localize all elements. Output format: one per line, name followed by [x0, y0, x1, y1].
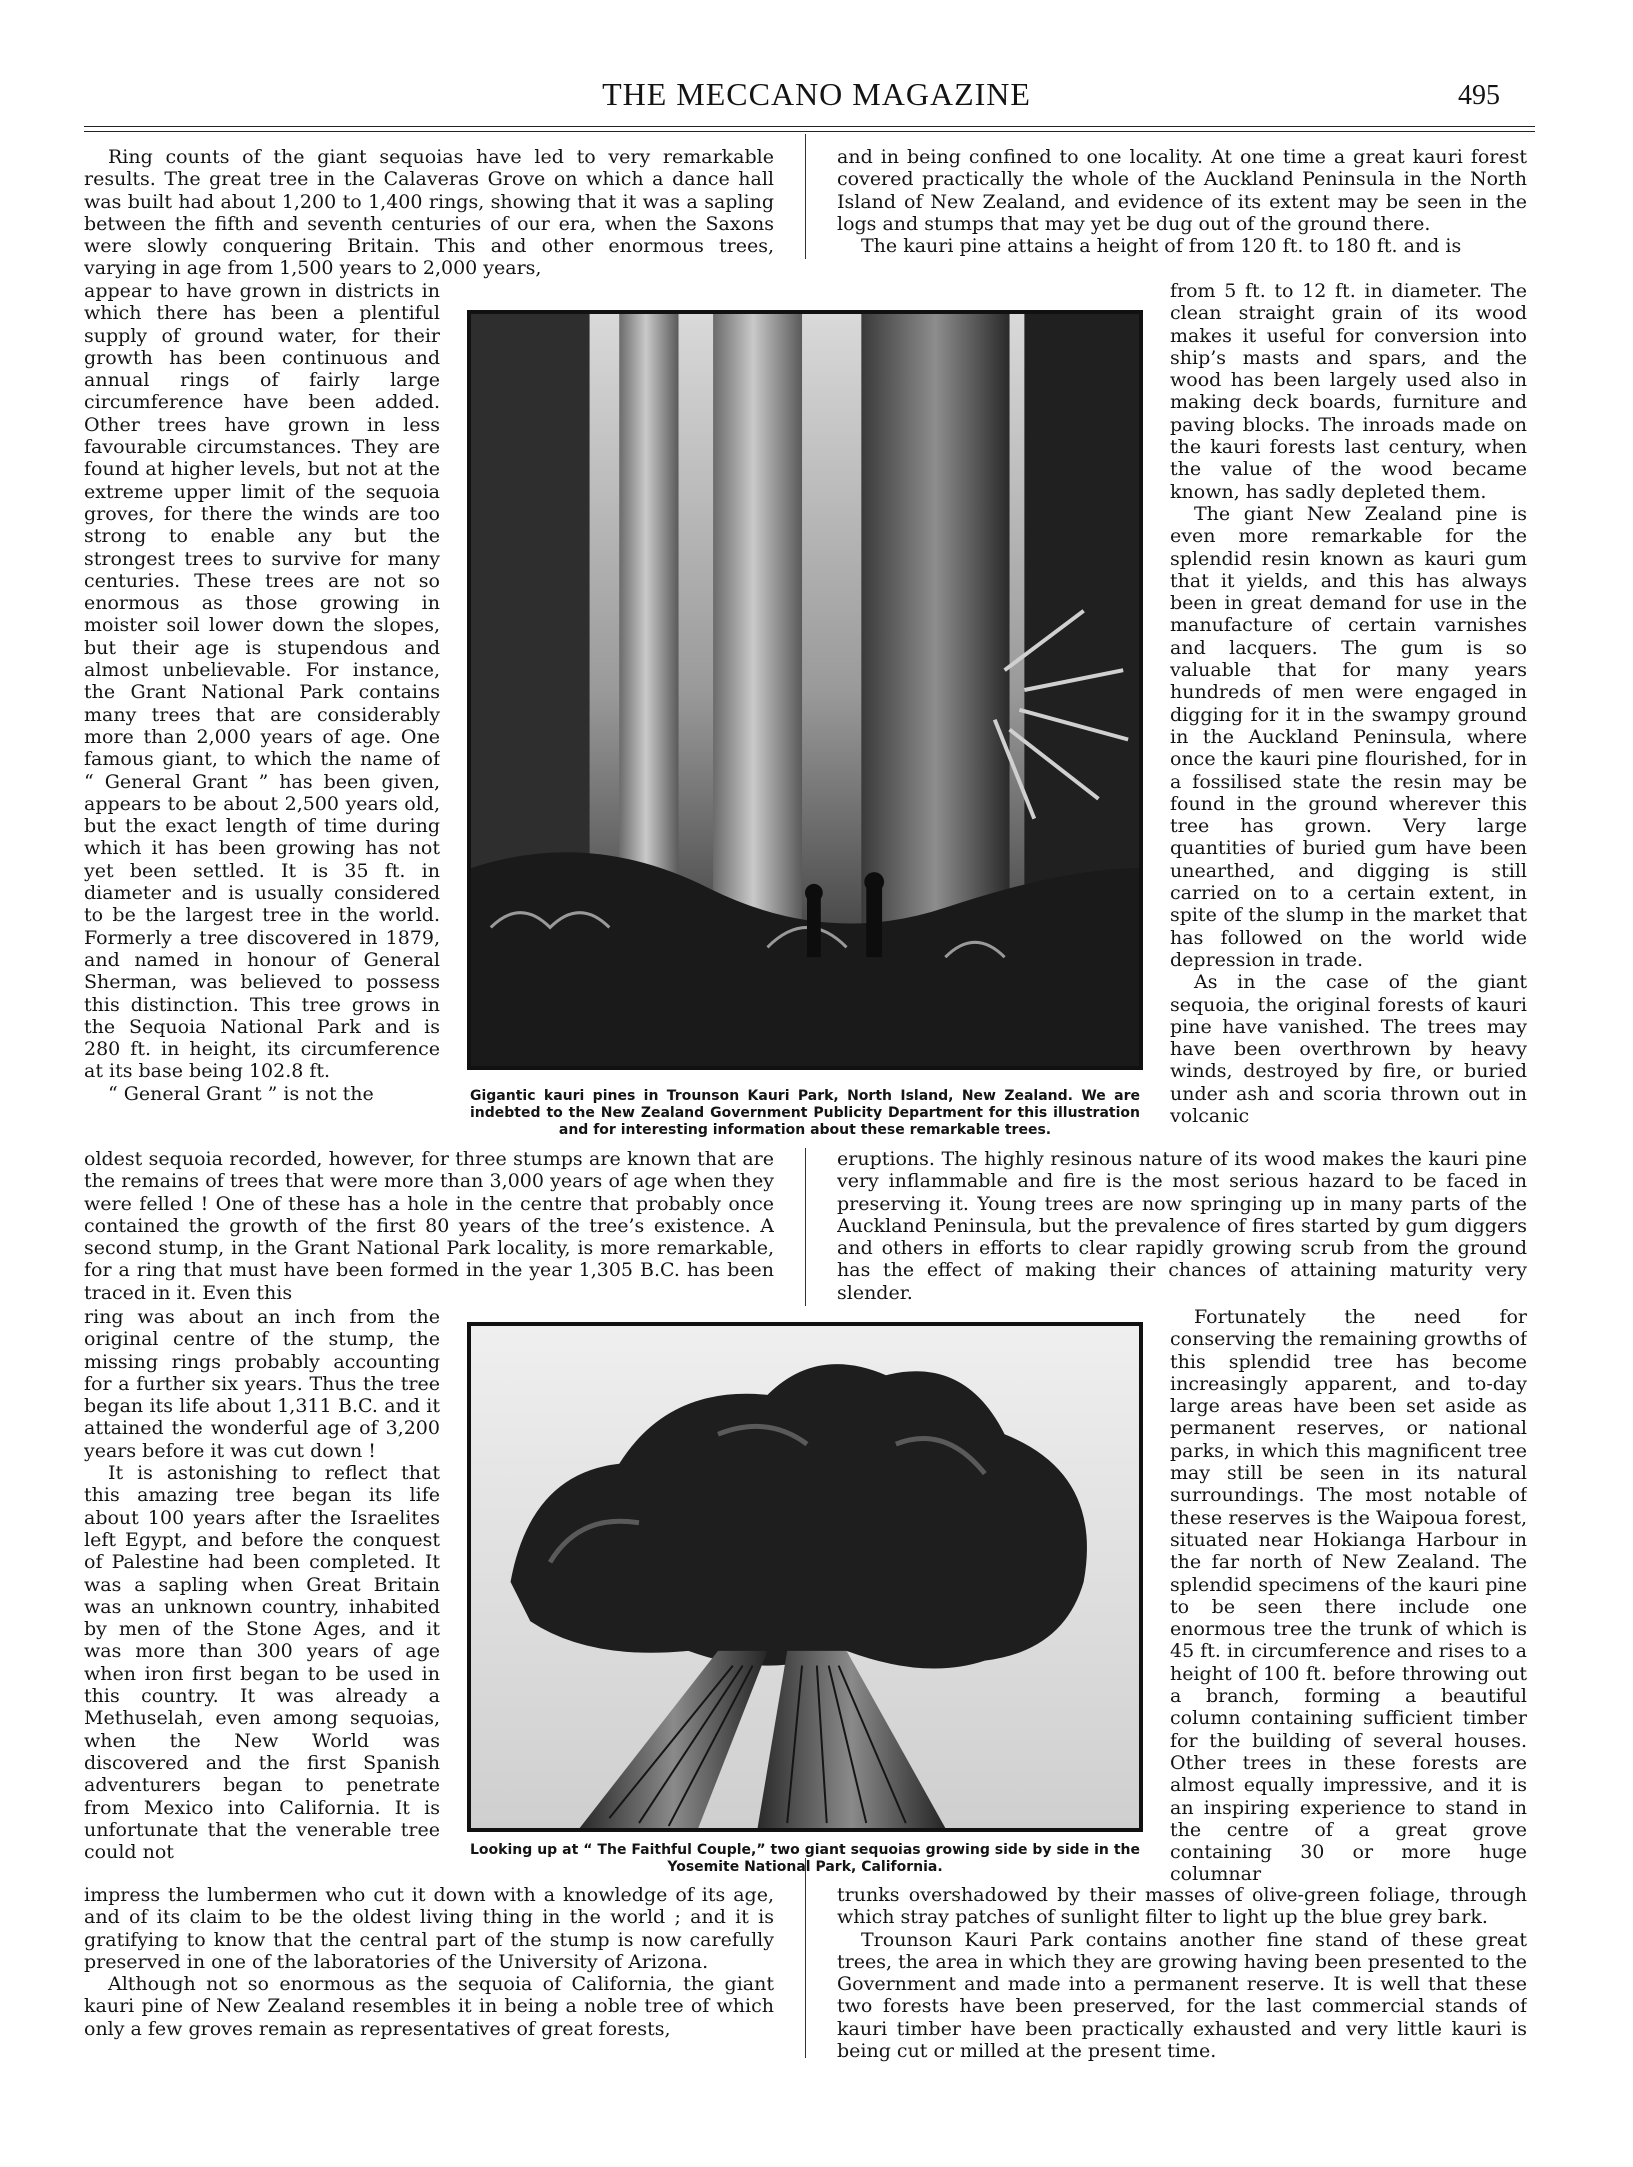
article-right-bottom: trunks overshadowed by their masses of olive-green foliage, through which stray patches of sunlight filter to light up the blue grey bark. Trounson Kauri Park contains another fine stand of these great trees, the area in which they are growing having been presented to the Government and made into a permanent reserve. It is well that these two forests have been preserved, for the last commercial stands of kauri timber have been practically exhausted and very little kauri is being cut or milled at the present time. [837, 1884, 1527, 2063]
article-left-middle: oldest sequoia recorded, however, for three stumps are known that are the remains of trees that were more than 3,000 years of age when they were felled ! One of these has a hole in the centre that probably once contained the growth of the first 80 years of the tree’s existence. A second stump, in the Grant National Park locality, is more remarkable, for a ring that must have been formed in the year 1,305 B.C. has been traced in it. Even this [84, 1148, 774, 1304]
kauri-forest-photo [467, 310, 1143, 1070]
sequoia-photo-caption: Looking up at “ The Faithful Couple,” two giant sequoias growing side by side in the Yosemite National Park, California. [470, 1842, 1140, 1875]
article-right-middle: eruptions. The highly resinous nature of its wood makes the kauri pine very inflammable and fire is the most serious hazard to be faced in preserving it. Young trees are now springing up in many parts of the Auckland Peninsula, but the prevalence of fires started by gum diggers and others in efforts to clear rapidly growing scrub from the ground has the effect of making their chances of attaining maturity very slender. [837, 1148, 1527, 1304]
article-left-bottom: impress the lumbermen who cut it down with a knowledge of its age, and of its claim to be the oldest living thing in the world ; and it is gratifying to know that the central part of the stump is now carefully preserved in one of the laboratories of the University of Arizona. Although not so enormous as the sequoia of California, the giant kauri pine of New Zealand resembles it in being a noble tree of which only a few groves remain as representatives of great forests, [84, 1884, 774, 2040]
article-right-top: and in being confined to one locality. At one time a great kauri forest covered practically the whole of the Auckland Peninsula in the North Island of New Zealand, and evidence of its extent may be seen in the logs and stumps that may yet be dug out of the ground there. The kauri pine attains a height of from 120 ft. to 180 ft. and is [837, 146, 1527, 258]
header-rule-double [84, 131, 1535, 132]
column-divider [805, 1858, 806, 2058]
page-number: 495 [1458, 80, 1500, 111]
sequoia-photo [467, 1322, 1143, 1832]
sequoia-image [471, 1326, 1139, 1828]
article-right-column-1: from 5 ft. to 12 ft. in diameter. The clean straight grain of its wood makes it useful for conversion into ship’s masts and spars, and the wood has been largely used also in making deck boards, furniture and paving blocks. The inroads made on the kauri forests last century, when the value of the wood became known, has sadly depleted them. The giant New Zealand pine is even more remarkable for the splendid resin known as kauri gum that it yields, and this has always been in great demand for use in the manufacture of certain varnishes and lacquers. The gum is so valuable that for many years hundreds of men were engaged in digging for it in the swampy ground in the Auckland Peninsula, where once the kauri pine flourished, for in a fossilised state the resin may be found in the ground wherever this tree has grown. Very large quantities of buried gum have been unearthed, and digging is still carried on to a certain extent, in spite of the slump in the market that has followed on the world wide depression in trade. As in the case of the giant sequoia, the original forests of kauri pine have vanished. The trees may have been overthrown by heavy winds, destroyed by fire, or buried under ash and scoria thrown out in volcanic [1170, 280, 1527, 1127]
column-divider [805, 134, 806, 259]
column-divider [805, 1148, 806, 1306]
header-rule [84, 126, 1535, 127]
article-left-column-2: ring was about an inch from the original centre of the stump, the missing rings probably accounting for a further six years. Thus the tree began its life about 1,311 B.C. and it attained the wonderful age of 3,200 years before it was cut down ! It is astonishing to reflect that this amazing tree began its life about 100 years after the Israelites left Egypt, and before the conquest of Palestine had been completed. It was a sapling when Great Britain was an unknown country, inhabited by men of the Stone Ages, and it was more than 300 years of age when iron first began to be used in this country. It was already a Methuselah, even among sequoias, when the New World was discovered and the first Spanish adventurers began to penetrate from Mexico into California. It is unfortunate that the venerable tree could not [84, 1306, 440, 1864]
magazine-title: THE MECCANO MAGAZINE [602, 76, 1031, 112]
article-left-column-1: appear to have grown in districts in which there has been a plentiful supply of ground water, for their growth has been continuous and annual rings of fairly large circumference have been added. Other trees have grown in less favourable circumstances. They are found at higher levels, but not at the extreme upper limit of the sequoia groves, for there the winds are too strong to enable any but the strongest trees to survive for many centuries. These trees are not so enormous as those growing in moister soil lower down the slopes, but their age is stupendous and almost unbelievable. For instance, the Grant National Park contains many trees that are considerably more than 2,000 years of age. One famous giant, to which the name of “ General Grant ” has been given, appears to be about 2,500 years old, but the exact length of time during which it has been growing has not yet been settled. It is 35 ft. in diameter and is usually considered to be the largest tree in the world. Formerly a tree discovered in 1879, and named in honour of General Sherman, was believed to possess this distinction. This tree grows in the Sequoia National Park and is 280 ft. in height, its circumference at its base being 102.8 ft. “ General Grant ” is not the [84, 280, 440, 1105]
article-left-top: Ring counts of the giant sequoias have led to very remarkable results. The great tree in the Calaveras Grove on which a dance hall was built had about 1,200 to 1,400 rings, showing that it was a sapling between the fifth and seventh centuries of our era, when the Saxons were slowly conquering Britain. This and other enormous trees, varying in age from 1,500 years to 2,000 years, [84, 146, 774, 280]
kauri-forest-image [471, 314, 1139, 1066]
article-right-column-2: Fortunately the need for conserving the remaining growths of this splendid tree has become increasingly apparent, and to-day large areas have been set aside as permanent reserves, or national parks, in which this magnificent tree may still be seen in its natural surroundings. The most notable of these reserves is the Waipoua forest, situated near Hokianga Harbour in the far north of New Zealand. The splendid specimens of the kauri pine to be seen there include one enormous tree the trunk of which is 45 ft. in circumference and rises to a height of 100 ft. before throwing out a branch, forming a beautiful column containing sufficient timber for the building of several houses. Other trees in these forests are almost equally impressive, and it is an inspiring experience to stand in the centre of a great grove containing 30 or more huge columnar [1170, 1306, 1527, 1886]
kauri-photo-caption: Gigantic kauri pines in Trounson Kauri Park, North Island, New Zealand. We are indebted to the New Zealand Government Publicity Department for this illustration and for interesting information about these remarkable trees. [470, 1088, 1140, 1138]
